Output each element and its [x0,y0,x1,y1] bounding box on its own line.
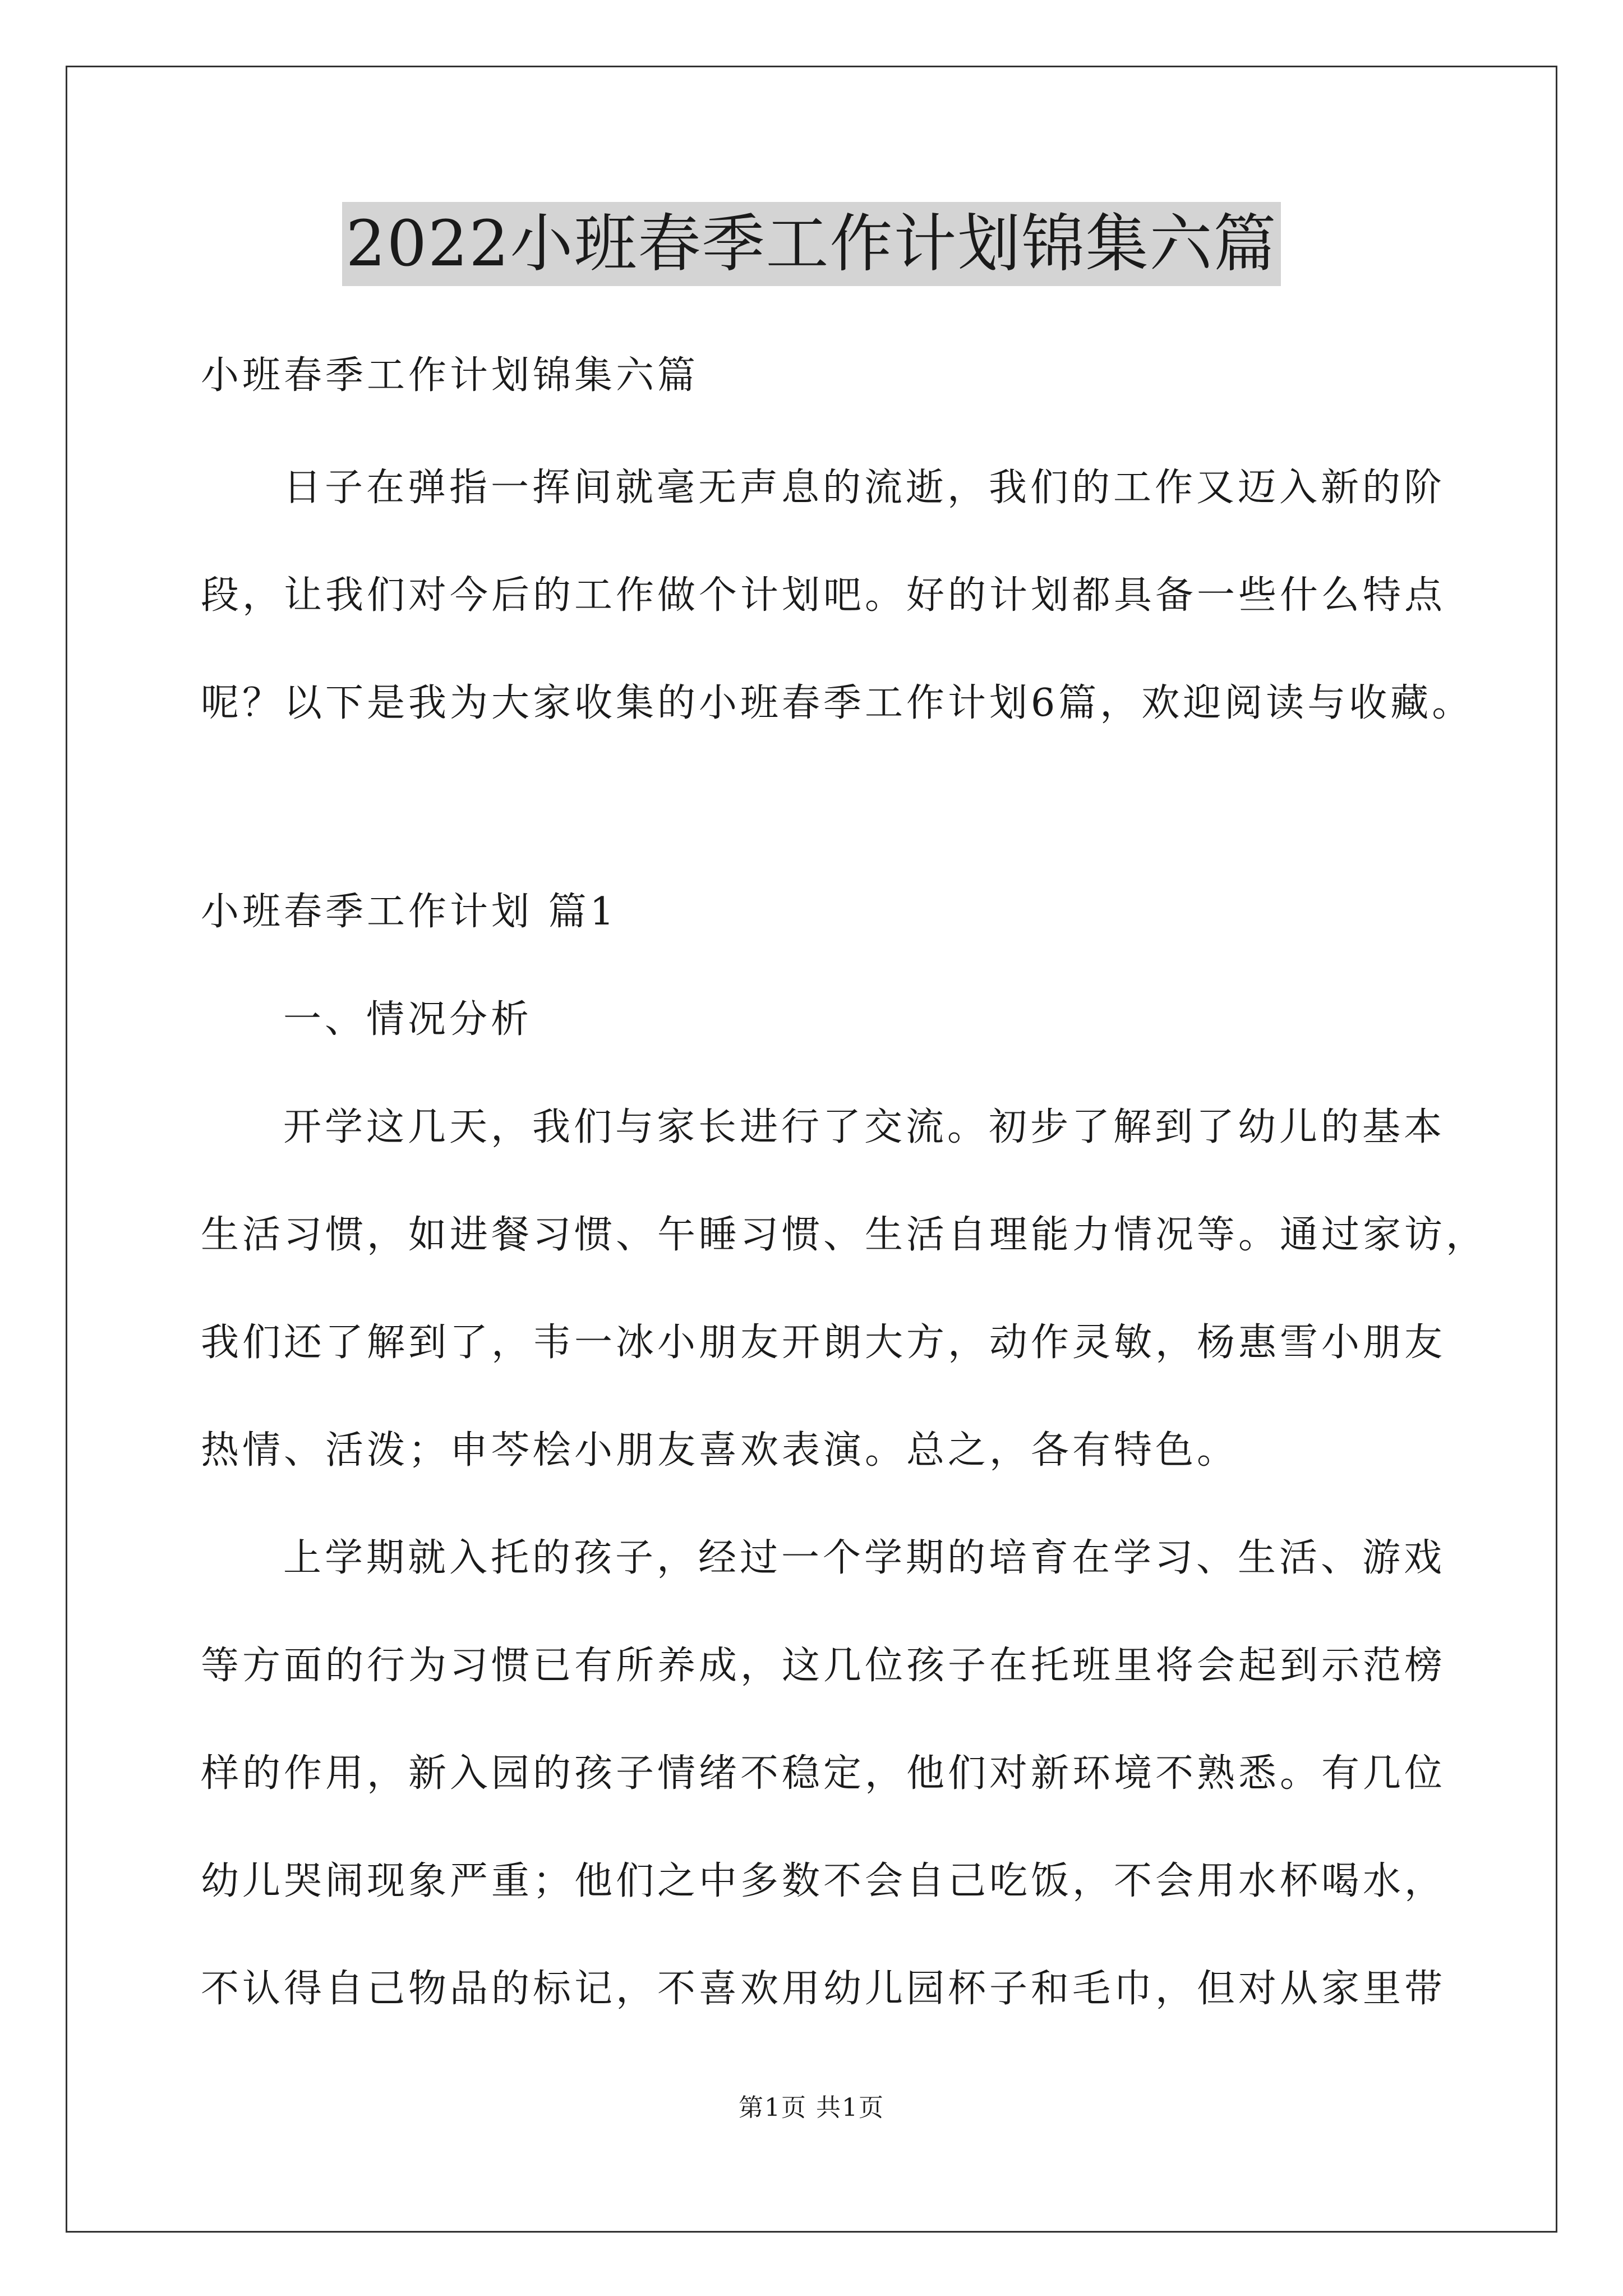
intro-line-3: 呢？以下是我为大家收集的小班春季工作计划6篇，欢迎阅读与收藏。 [201,681,1474,725]
paragraph1-line-2: 生活习惯，如进餐习惯、午睡习惯、生活自理能力情况等。通过家访， [201,1213,1488,1257]
paragraph2-line-2: 等方面的行为习惯已有所养成，这几位孩子在托班里将会起到示范榜 [201,1644,1446,1688]
document-title [0,202,1623,286]
paragraph2-line-4: 幼儿哭闹现象严重；他们之中多数不会自己吃饭，不会用水杯喝水， [201,1859,1446,1903]
page-footer: 第1页 共1页 [739,2093,884,2122]
paragraph2-line-1: 上学期就入托的孩子，经过一个学期的培育在学习、生活、游戏 [283,1536,1446,1580]
paragraph1-line-1: 开学这几天，我们与家长进行了交流。初步了解到了幼儿的基本 [283,1105,1446,1149]
intro-line-1: 日子在弹指一挥间就毫无声息的流逝，我们的工作又迈入新的阶 [283,466,1446,510]
document-subtitle: 小班春季工作计划锦集六篇 [201,353,699,398]
document-title-text: 2022小班春季工作计划锦集六篇 [342,202,1280,286]
section-heading: 小班春季工作计划 篇1 [201,890,617,934]
paragraph1-line-4: 热情、活泼；申芩桧小朋友喜欢表演。总之，各有特色。 [201,1428,1239,1473]
paragraph2-line-3: 样的作用，新入园的孩子情绪不稳定，他们对新环境不熟悉。有几位 [201,1751,1446,1796]
paragraph1-line-3: 我们还了解到了，韦一冰小朋友开朗大方，动作灵敏，杨惠雪小朋友 [201,1320,1446,1365]
section-subheading: 一、情况分析 [283,997,533,1042]
paragraph2-line-5: 不认得自己物品的标记，不喜欢用幼儿园杯子和毛巾，但对从家里带 [201,1967,1446,2011]
intro-line-2: 段，让我们对今后的工作做个计划吧。好的计划都具备一些什么特点 [201,573,1446,618]
